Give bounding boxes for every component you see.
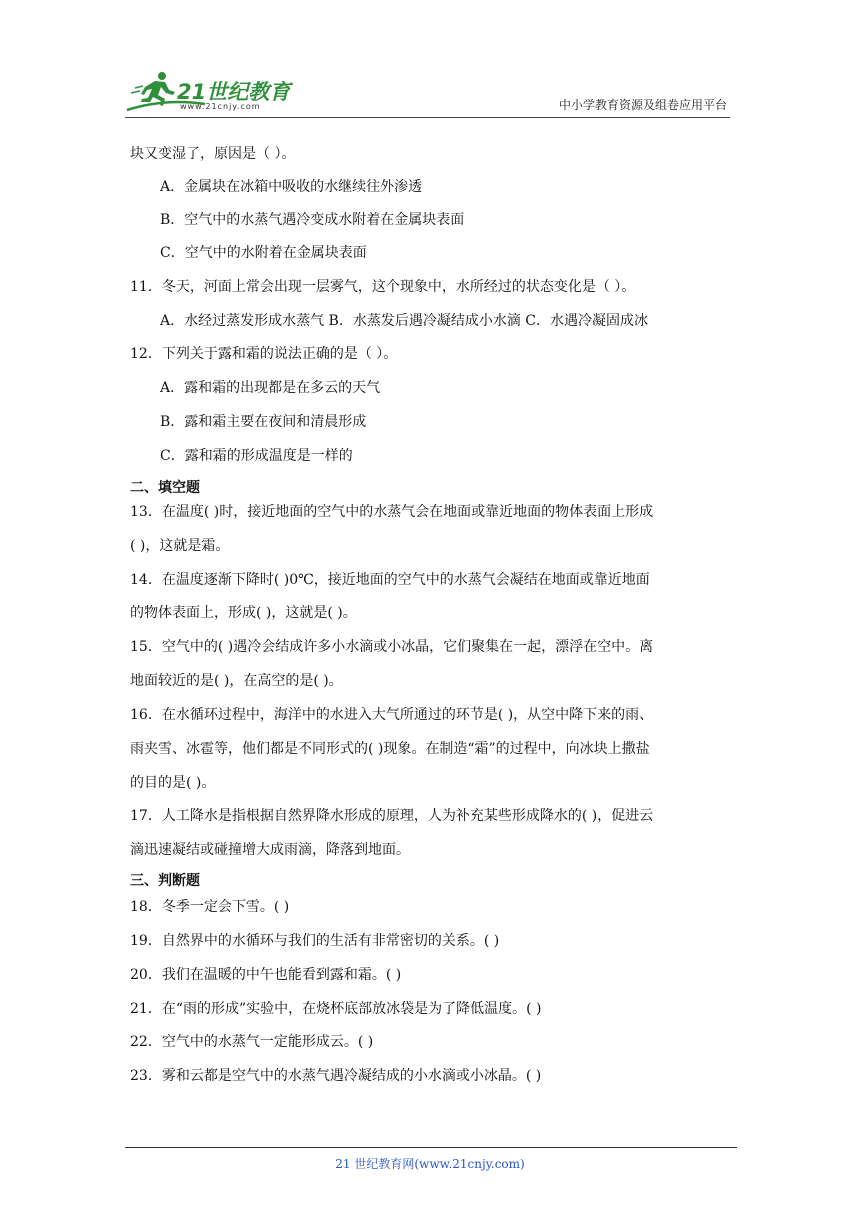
page-footer: 21 世纪教育网(www.21cnjy.com) (335, 1157, 525, 1171)
question-text: 滴迅速凝结或碰撞增大成雨滴，降落到地面。 (130, 842, 410, 858)
page-header (125, 60, 730, 118)
option-text: C．露和霜的形成温度是一样的 (160, 448, 353, 464)
option-text: A．露和霜的出现都是在多云的天气 (160, 380, 381, 396)
footer-divider (125, 1147, 737, 1148)
option-text: B．空气中的水蒸气遇冷变成水附着在金属块表面 (160, 212, 465, 228)
question-text: 雨夹雪、冰雹等，他们都是不同形式的( )现象。在制造“霜”的过程中，向冰块上撒盐 (130, 741, 650, 757)
header-divider (125, 117, 730, 118)
question-text: 19．自然界中的水循环与我们的生活有非常密切的关系。( ) (130, 933, 500, 949)
option-text: A．水经过蒸发形成水蒸气 B．水蒸发后遇冷凝结成小水滴 C．水遇冷凝固成冰 (160, 313, 649, 329)
question-text: 17．人工降水是指根据自然界降水形成的原理，人为补充某些形成降水的( )，促进云 (130, 808, 654, 824)
question-text: 11．冬天，河面上常会出现一层雾气，这个现象中，水所经过的状态变化是（ ）。 (130, 279, 636, 295)
question-text: 15．空气中的( )遇冷会结成许多小水滴或小冰晶，它们聚集在一起，漂浮在空中。离 (130, 639, 654, 655)
option-text: C．空气中的水附着在金属块表面 (160, 245, 367, 261)
option-text: A．金属块在冰箱中吸收的水继续往外渗透 (160, 179, 423, 195)
question-text: 23．雾和云都是空气中的水蒸气遇冷凝结成的小水滴或小冰晶。( ) (130, 1068, 542, 1084)
question-text: 块又变湿了，原因是（ ）。 (130, 146, 296, 162)
question-text: ( )，这就是霜。 (130, 538, 230, 554)
logo-subtitle: www.21cnjy.com (180, 102, 261, 111)
question-text: 地面较近的是( )，在高空的是( )。 (130, 673, 343, 689)
platform-title: 中小学教育资源及组卷应用平台 (558, 98, 727, 112)
option-text: B．露和霜主要在夜间和清晨形成 (160, 414, 367, 430)
question-text: 21．在“雨的形成”实验中，在烧杯底部放冰袋是为了降低温度。( ) (130, 1001, 542, 1017)
question-text: 16．在水循环过程中，海洋中的水进入大气所通过的环节是( )，从空中降下来的雨、 (130, 707, 654, 723)
logo-text: 21世纪教育 (177, 80, 291, 104)
section-heading: 二、填空题 (130, 480, 200, 496)
question-text: 14．在温度逐渐下降时( )0℃，接近地面的空气中的水蒸气会凝结在地面或靠近地面 (130, 572, 650, 588)
question-text: 22．空气中的水蒸气一定能形成云。( ) (130, 1034, 374, 1050)
question-text: 的物体表面上，形成( )，这就是( )。 (130, 605, 357, 621)
question-text: 20．我们在温暖的中午也能看到露和霜。( ) (130, 967, 402, 983)
section-heading: 三、判断题 (130, 873, 200, 889)
site-logo (125, 68, 295, 114)
question-text: 13．在温度( )时，接近地面的空气中的水蒸气会在地面或靠近地面的物体表面上形成 (130, 504, 654, 520)
question-text: 12．下列关于露和霜的说法正确的是（ ）。 (130, 346, 398, 362)
question-text: 18．冬季一定会下雪。( ) (130, 899, 290, 915)
question-text: 的目的是( )。 (130, 775, 216, 791)
